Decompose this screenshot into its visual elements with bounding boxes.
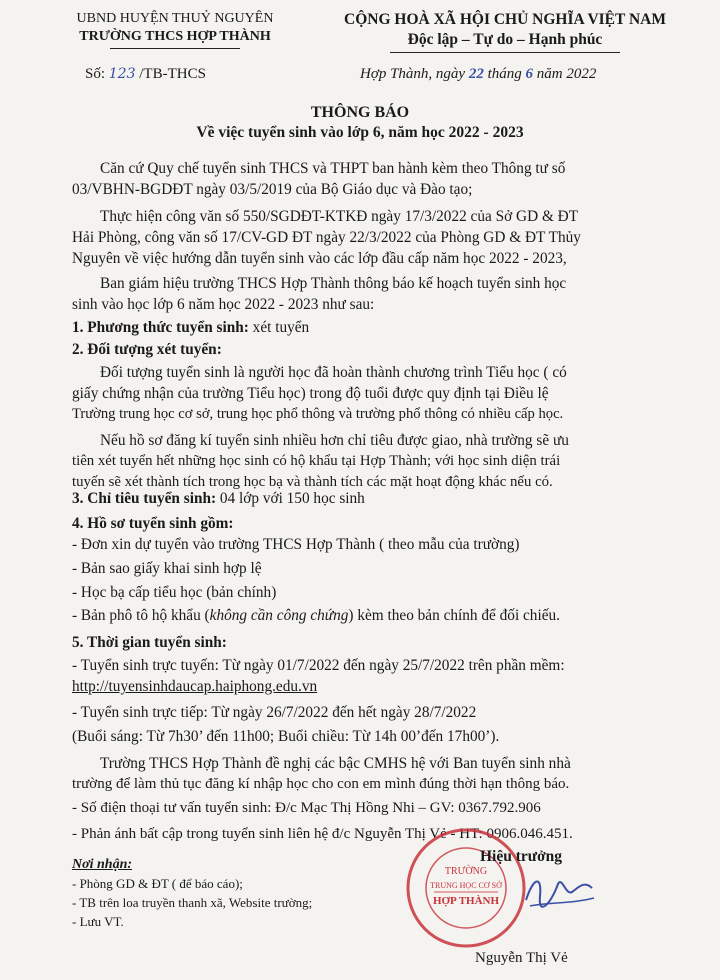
date-place: Hợp Thành, ngày [360, 66, 466, 82]
document-number [85, 66, 206, 83]
feedback-contact: - Phản ánh bất cập trong tuyển sinh liên hệ đ/c Nguyễn Thị Vẻ - HT: 0906.046.451. [72, 826, 573, 842]
document-subtitle: Về việc tuyển sinh vào lớp 6, năm học 2022 - 2023 [196, 124, 524, 141]
country-name: CỘNG HOÀ XÃ HỘI CHỦ NGHĨA VIỆT NAM [344, 11, 666, 28]
signer-name: Nguyễn Thị Vẻ [475, 950, 568, 966]
section3-heading: 3. Chỉ tiêu tuyển sinh: [72, 490, 217, 507]
para1-line2: 03/VBHN-BGDĐT ngày 03/5/2019 của Bộ Giáo dục và Đào tạo; [72, 181, 473, 198]
section4-item4 [72, 607, 560, 625]
docno-handwritten: 123 [108, 66, 136, 82]
para2-line2: Hải Phòng, công văn số 17/CV-GD ĐT ngày 22/3/2022 của Phòng GD & ĐT Thủy [72, 229, 581, 246]
section2-p1-line1: Đối tượng tuyển sinh là người học đã hoàn thành chương trình Tiểu học ( có [100, 364, 567, 381]
stamp-line3: HỢP THÀNH [432, 895, 500, 907]
section4-item4-italic: không cần công chứng [209, 607, 349, 624]
para3-line2: sinh vào học lớp 6 năm học 2022 - 2023 như sau: [72, 296, 375, 313]
section4-heading: 4. Hồ sơ tuyển sinh gồm: [72, 515, 234, 532]
section1-text: xét tuyển [248, 319, 310, 336]
official-stamp [404, 826, 528, 950]
date-year: năm 2022 [536, 66, 597, 82]
issuer-block [40, 10, 310, 49]
stamp-line2: TRUNG HỌC CƠ SỞ [430, 881, 502, 890]
document-title: THÔNG BÁO [310, 104, 410, 121]
stamp-line1: TRƯỜNG [444, 866, 488, 877]
section5-hours: (Buổi sáng: Từ 7h30’ đến 11h00; Buổi chiều: Từ 14h 00’đến 17h00’). [72, 728, 500, 745]
para3-line1: Ban giám hiệu trường THCS Hợp Thành thông báo kế hoạch tuyển sinh học [100, 275, 567, 292]
section2-p2-line2: tiên xét tuyển hết những học sinh có hộ khẩu tại Hợp Thành; với học sinh diện trái [72, 453, 561, 469]
section4-item1: - Đơn xin dự tuyển vào trường THCS Hợp Thành ( theo mẫu của trường) [72, 536, 520, 553]
section4-item4-c: ) kèm theo bản chính để đối chiếu. [348, 607, 560, 624]
motto-underline [390, 52, 620, 53]
section3 [72, 490, 365, 508]
date-month: 6 [525, 66, 534, 82]
section2-heading: 2. Đối tượng xét tuyển: [72, 341, 222, 358]
closing-line2: trường để làm thủ tục đăng kí nhập học cho con em mình đúng thời hạn thông báo. [72, 776, 570, 792]
section4-item4-a: - Bản phô tô hộ khẩu ( [72, 607, 210, 624]
recipients-heading: Nơi nhận: [72, 857, 133, 872]
recipient-item: - Phòng GD & ĐT ( để báo cáo); [72, 876, 243, 891]
section5-direct: - Tuyển sinh trực tiếp: Từ ngày 26/7/2022 đến hết ngày 28/7/2022 [72, 704, 477, 721]
section2-p2-line3: tuyến sẽ xét thành tích trong học bạ và thành tích các mặt hoạt động khác nếu có. [72, 474, 553, 490]
section4-item3: - Học bạ cấp tiểu học (bản chính) [72, 584, 277, 601]
section2-p1-line2: giấy chứng nhận của trường Tiểu học) trong độ tuổi được quy định tại Điều lệ [72, 385, 549, 402]
para2-line1: Thực hiện công văn số 550/SGDĐT-KTKĐ ngày 17/3/2022 của Sở GD & ĐT [100, 208, 579, 225]
section3-text: 04 lớp với 150 học sinh [216, 490, 365, 507]
section1 [72, 319, 309, 337]
handwritten-signature [520, 866, 600, 916]
section5-online: - Tuyển sinh trực tuyến: Từ ngày 01/7/2022 đến ngày 25/7/2022 trên phần mềm: [72, 657, 565, 674]
signer-title: Hiệu trưởng [480, 848, 563, 865]
section2-p2-line1: Nếu hồ sơ đăng kí tuyển sinh nhiều hơn chỉ tiêu được giao, nhà trường sẽ ưu [100, 432, 569, 449]
recipient-item: - TB trên loa truyền thanh xã, Website trường; [72, 895, 313, 910]
section5-heading: 5. Thời gian tuyển sinh: [72, 634, 227, 651]
advisory-phone: - Số điện thoại tư vấn tuyển sinh: Đ/c Mạc Thị Hồng Nhi – GV: 0367.792.906 [72, 800, 541, 816]
section1-heading: 1. Phương thức tuyển sinh: [72, 319, 249, 336]
motto: Độc lập – Tự do – Hạnh phúc [407, 31, 603, 48]
date-day: 22 [468, 66, 484, 82]
section5-link[interactable]: http://tuyensinhdaucap.haiphong.edu.vn [72, 678, 318, 695]
para1-line1: Căn cứ Quy chế tuyển sinh THCS và THPT ban hành kèm theo Thông tư số [100, 160, 566, 177]
docno-suffix: /TB-THCS [139, 66, 206, 82]
issuer-underline [110, 48, 240, 49]
date-line [360, 66, 596, 83]
date-month-label: tháng [487, 66, 522, 82]
issuer-school: TRƯỜNG THCS HỢP THÀNH [79, 29, 271, 44]
issuer-authority: UBND HUYỆN THUỶ NGUYÊN [76, 11, 274, 26]
section4-item2: - Bản sao giấy khai sinh hợp lệ [72, 560, 262, 577]
recipient-item: - Lưu VT. [72, 914, 124, 929]
closing-line1: Trường THCS Hợp Thành đề nghị các bậc CMHS hệ với Ban tuyển sinh nhà [100, 755, 571, 772]
national-motto-block [300, 10, 710, 53]
docno-prefix: Số: [85, 66, 106, 82]
para2-line3: Nguyên về việc hướng dẫn tuyển sinh vào các lớp đầu cấp năm học 2022 - 2023, [72, 250, 567, 267]
section2-p1-line3: Trường trung học cơ sở, trung học phổ thông và trường phổ thông có nhiều cấp học. [72, 406, 564, 422]
